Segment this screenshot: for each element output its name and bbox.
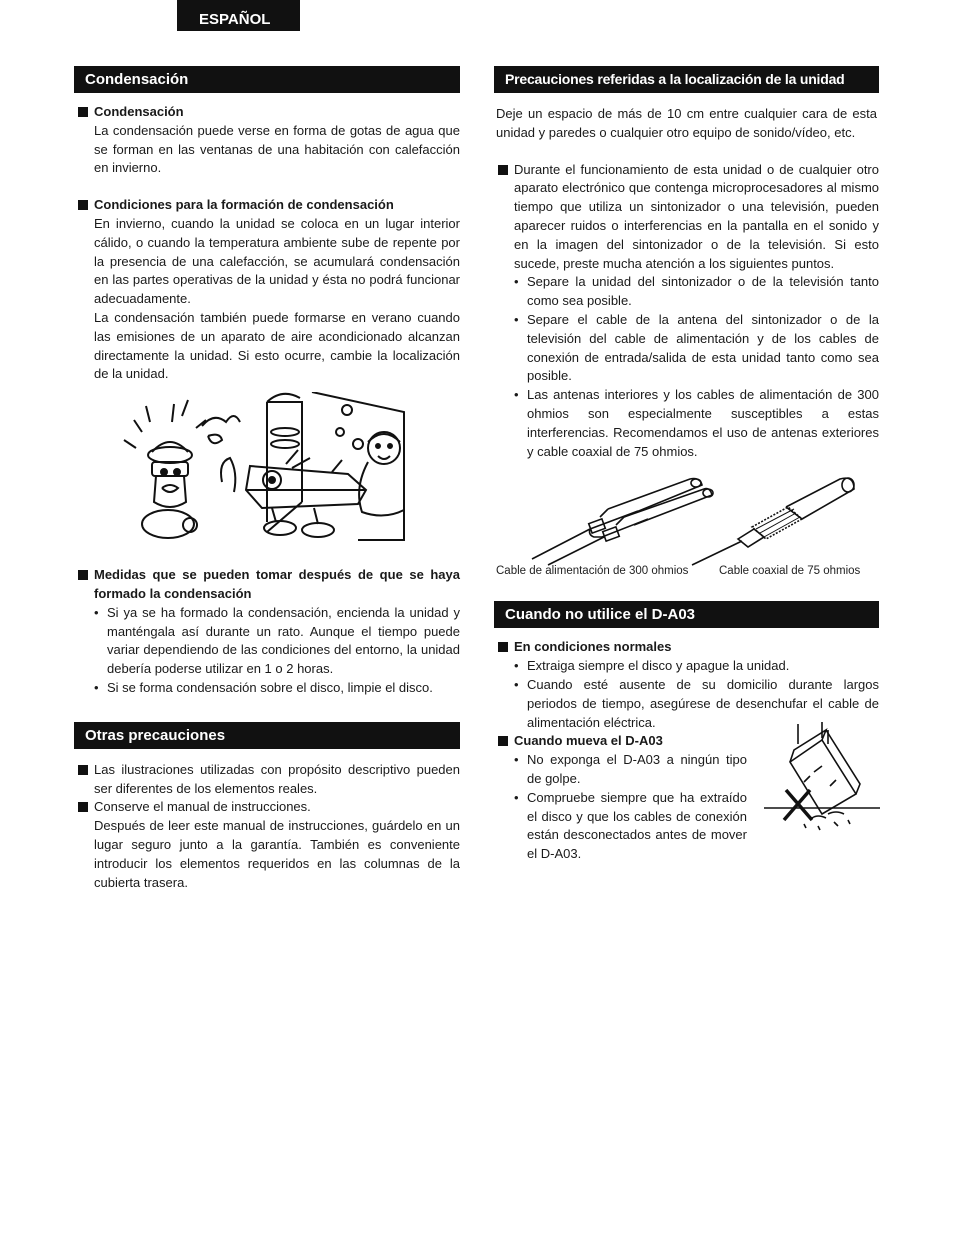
item-text: En invierno, cuando la unidad se coloca en un lugar interior cálido, o cuando la temperatura ambiente sube de repente por la presencia de una calefacción, se acumulará condensación en las partes operativas de la unidad y ésta no podrá funcionar adecuadamente.	[94, 215, 460, 307]
item-title: Condensación	[94, 104, 184, 119]
left-column	[74, 66, 460, 892]
no-drop-illustration	[764, 722, 880, 832]
square-bullet-icon	[498, 165, 508, 175]
moving-item	[494, 732, 747, 864]
square-bullet-icon	[78, 200, 88, 210]
list-item: • Extraiga siempre el disco y apague la unidad.	[514, 657, 879, 676]
square-bullet-icon	[78, 802, 88, 812]
measures-item	[74, 566, 460, 698]
item-text: La condensación puede verse en forma de gotas de agua que se forman en las ventanas de una habitación con calefacción en invierno.	[94, 122, 460, 176]
coaxial-cable-illustration	[690, 477, 865, 567]
language-tab: ESPAÑOL	[177, 0, 300, 31]
square-bullet-icon	[78, 765, 88, 775]
caption-75-ohm: Cable coaxial de 75 ohmios	[719, 565, 861, 578]
moving-list	[514, 751, 747, 864]
item-text: Conserve el manual de instrucciones.	[94, 799, 311, 815]
item-title: Medidas que se pueden tomar después de que se haya formado la condensación	[94, 567, 460, 601]
section-heading-other: Otras precauciones	[74, 722, 460, 749]
measures-list	[94, 604, 460, 698]
other-item-illustrations	[74, 761, 460, 799]
location-item	[494, 161, 879, 462]
normal-conditions-list	[514, 657, 879, 732]
moving-block	[494, 732, 879, 864]
other-item-manual	[74, 798, 460, 892]
location-list	[514, 273, 879, 461]
section-heading-condensation: Condensación	[74, 66, 460, 93]
square-bullet-icon	[78, 107, 88, 117]
list-item: • Cuando esté ausente de su domicilio durante largos periodos de tiempo, asegúrese de desenchufar el cable de alimentación eléctrica.	[514, 676, 879, 732]
condensation-illustration	[122, 392, 422, 552]
cable-illustrations	[494, 471, 879, 581]
list-item: • Separe la unidad del sintonizador o de la televisión tanto como sea posible.	[514, 273, 879, 311]
list-item: • Separe el cable de la antena del sintonizador o de la televisión del cable de alimentación y de los cables de conexión de entrada/salida de esta unidad tanto como sea posible.	[514, 311, 879, 386]
square-bullet-icon	[78, 570, 88, 580]
caption-300-ohm: Cable de alimentación de 300 ohmios	[496, 565, 689, 578]
item-text: Después de leer este manual de instrucciones, guárdelo en un lugar seguro junto a la garantía. También es conveniente introducir los elementos requeridos en las columnas de la cubierta trasera.	[94, 818, 460, 890]
section-heading-location: Precauciones referidas a la localización de la unidad	[494, 66, 879, 93]
item-title: Condiciones para la formación de condensación	[94, 197, 394, 213]
list-item: • Si se forma condensación sobre el disco, limpie el disco.	[94, 679, 460, 698]
condensation-item	[74, 103, 460, 178]
list-item: • Compruebe siempre que ha extraído el disco y que los cables de conexión están desconectados antes de mover el D-A03.	[514, 789, 747, 864]
section-heading-not-in-use: Cuando no utilice el D-A03	[494, 601, 879, 628]
square-bullet-icon	[498, 736, 508, 746]
item-text: Durante el funcionamiento de esta unidad o de cualquier otro aparato electrónico que contenga microprocesadores al mismo tiempo que utiliza un sintonizador o una televisión, pueden aparecer ruidos o interferencias en la pantalla en el sonido y en la imagen del sintonizador o de la televisión. Si esto sucede, preste mucha atención a los siguientes puntos.	[514, 161, 879, 271]
list-item: • Las antenas interiores y los cables de alimentación de 300 ohmios son especialmente susceptibles a estas interferencias. Recomendamos el uso de antenas exteriores y cable coaxial de 75 ohmios.	[514, 386, 879, 461]
conditions-item	[74, 196, 460, 384]
list-item: • Si ya se ha formado la condensación, encienda la unidad y manténgala así durante un rato. Aunque el tiempo puede variar dependiendo de las condiciones del entorno, la unidad debería poderse utilizar en 1 o 2 horas.	[94, 604, 460, 679]
list-item: • No exponga el D-A03 a ningún tipo de golpe.	[514, 751, 747, 789]
item-text: Las ilustraciones utilizadas con propósito descriptivo pueden ser diferentes de los elementos reales.	[94, 761, 460, 796]
item-title: Cuando mueva el D-A03	[514, 733, 663, 749]
location-intro: Deje un espacio de más de 10 cm entre cualquier cara de esta unidad y paredes o cualquier otro equipo de sonido/vídeo, etc.	[496, 106, 877, 140]
item-title: En condiciones normales	[514, 639, 672, 655]
right-column	[494, 66, 879, 864]
square-bullet-icon	[498, 642, 508, 652]
item-text: La condensación también puede formarse en verano cuando las emisiones de un aparato de aire acondicionado alcanzan directamente la unidad. Si esto ocurre, cambie la localización de la unidad.	[94, 309, 460, 382]
normal-conditions-item	[494, 638, 879, 732]
